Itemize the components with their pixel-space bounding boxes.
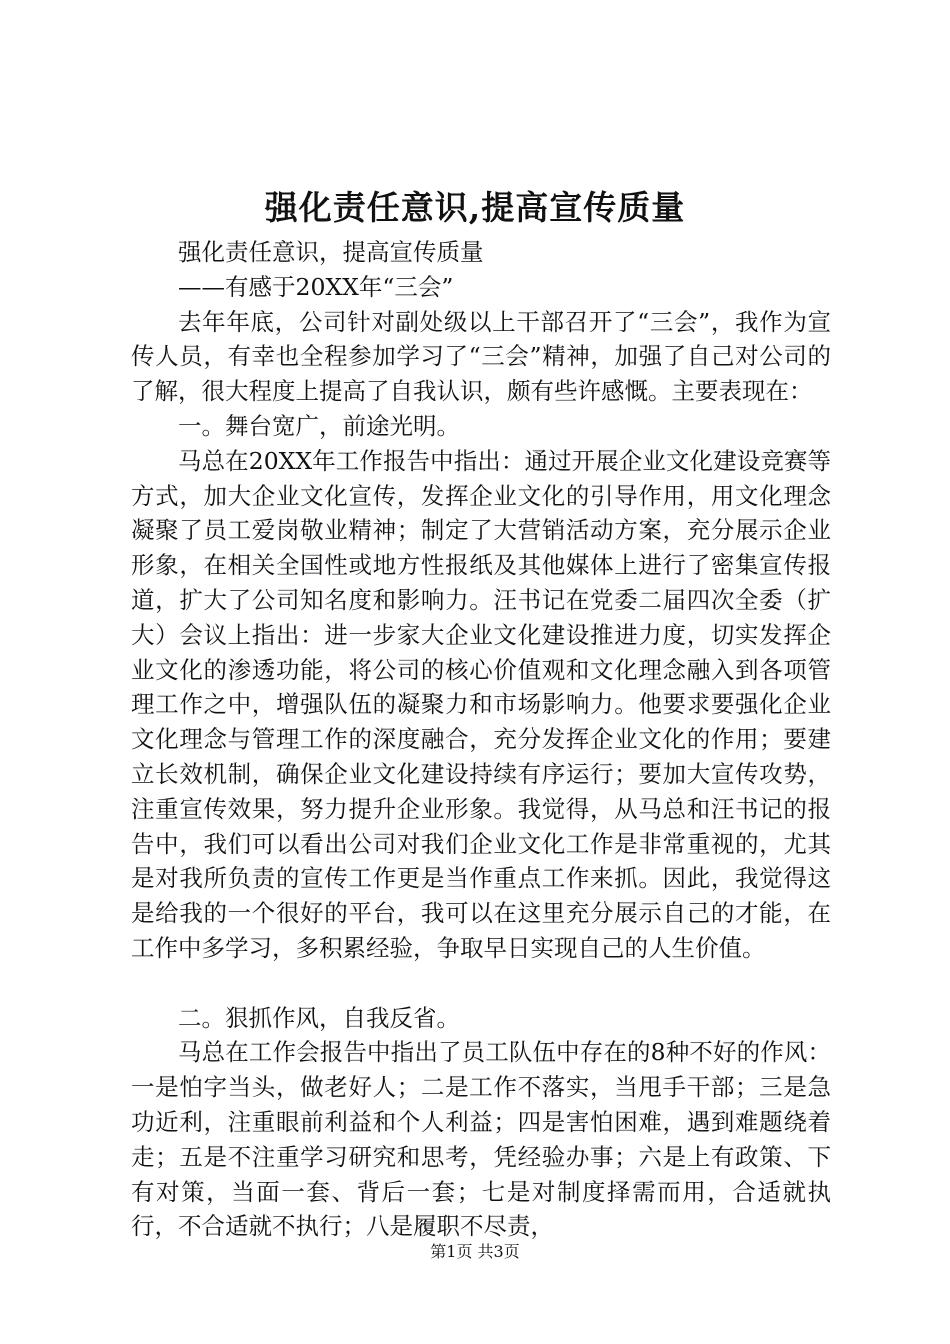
document-body [131, 235, 831, 1244]
subtitle-note: ——有感于20XX年“三会” [178, 272, 454, 301]
section-paragraph-1: 马总在20XX年工作报告中指出：通过开展企业文化建设竞赛等方式，加大企业文化宣传，发挥企业文化的引导作用，用文化理念凝聚了员工爱岗敬业精神；制定了大营销活动方案，充分展示企业形象，在相关全国性或地方性报纸及其他媒体上进行了密集宣传报道，扩大了公司知名度和影响力。汪书记在党委二届四次全委（扩大）会议上指出：进一步家大企业文化建设推进力度，切实发挥企业文化的渗透功能，将公司的核心价值观和文化理念融入到各项管理工作之中，增强队伍的凝聚力和市场影响力。他要求要强化企业文化理念与管理工作的深度融合，充分发挥企业文化的作用；要建立长效机制，确保企业文化建设持续有序运行；要加大宣传攻势，注重宣传效果，努力提升企业形象。我觉得，从马总和汪书记的报告中，我们可以看出公司对我们企业文化工作是非常重视的，尤其是对我所负责的宣传工作更是当作重点工作来抓。因此，我觉得这是给我的一个很好的平台，我可以在这里充分展示自己的才能，在工作中多学习，多积累经验，争取早日实现自己的人生价值。 [131, 446, 831, 962]
section-heading-1: 一。舞台宽广，前途光明。 [178, 411, 460, 440]
page-number: 第1页 共3页 [430, 1242, 520, 1261]
section-heading-2: 二。狠抓作风，自我反省。 [178, 1003, 460, 1032]
intro-paragraph: 去年年底，公司针对副处级以上干部召开了“三会”，我作为宣传人员，有幸也全程参加学习了“三会”精神，加强了自己对公司的了解，很大程度上提高了自我认识，颇有些许感慨。主要表现在： [131, 307, 831, 406]
section-paragraph-2: 马总在工作会报告中指出了员工队伍中存在的8种不好的作风：一是怕字当头，做老好人；二是工作不落实，当甩手干部；三是急功近利，注重眼前利益和个人利益；四是害怕困难，遇到难题绕着走；五是不注重学习研究和思考，凭经验办事；六是上有政策、下有对策，当面一套、背后一套；七是对制度择需而用，合适就执行，不合适就不执行；八是履职不尽责， [131, 1038, 831, 1241]
document-title: 强化责任意识,提高宣传质量 [264, 188, 686, 227]
subtitle-line: 强化责任意识，提高宣传质量 [178, 238, 484, 266]
